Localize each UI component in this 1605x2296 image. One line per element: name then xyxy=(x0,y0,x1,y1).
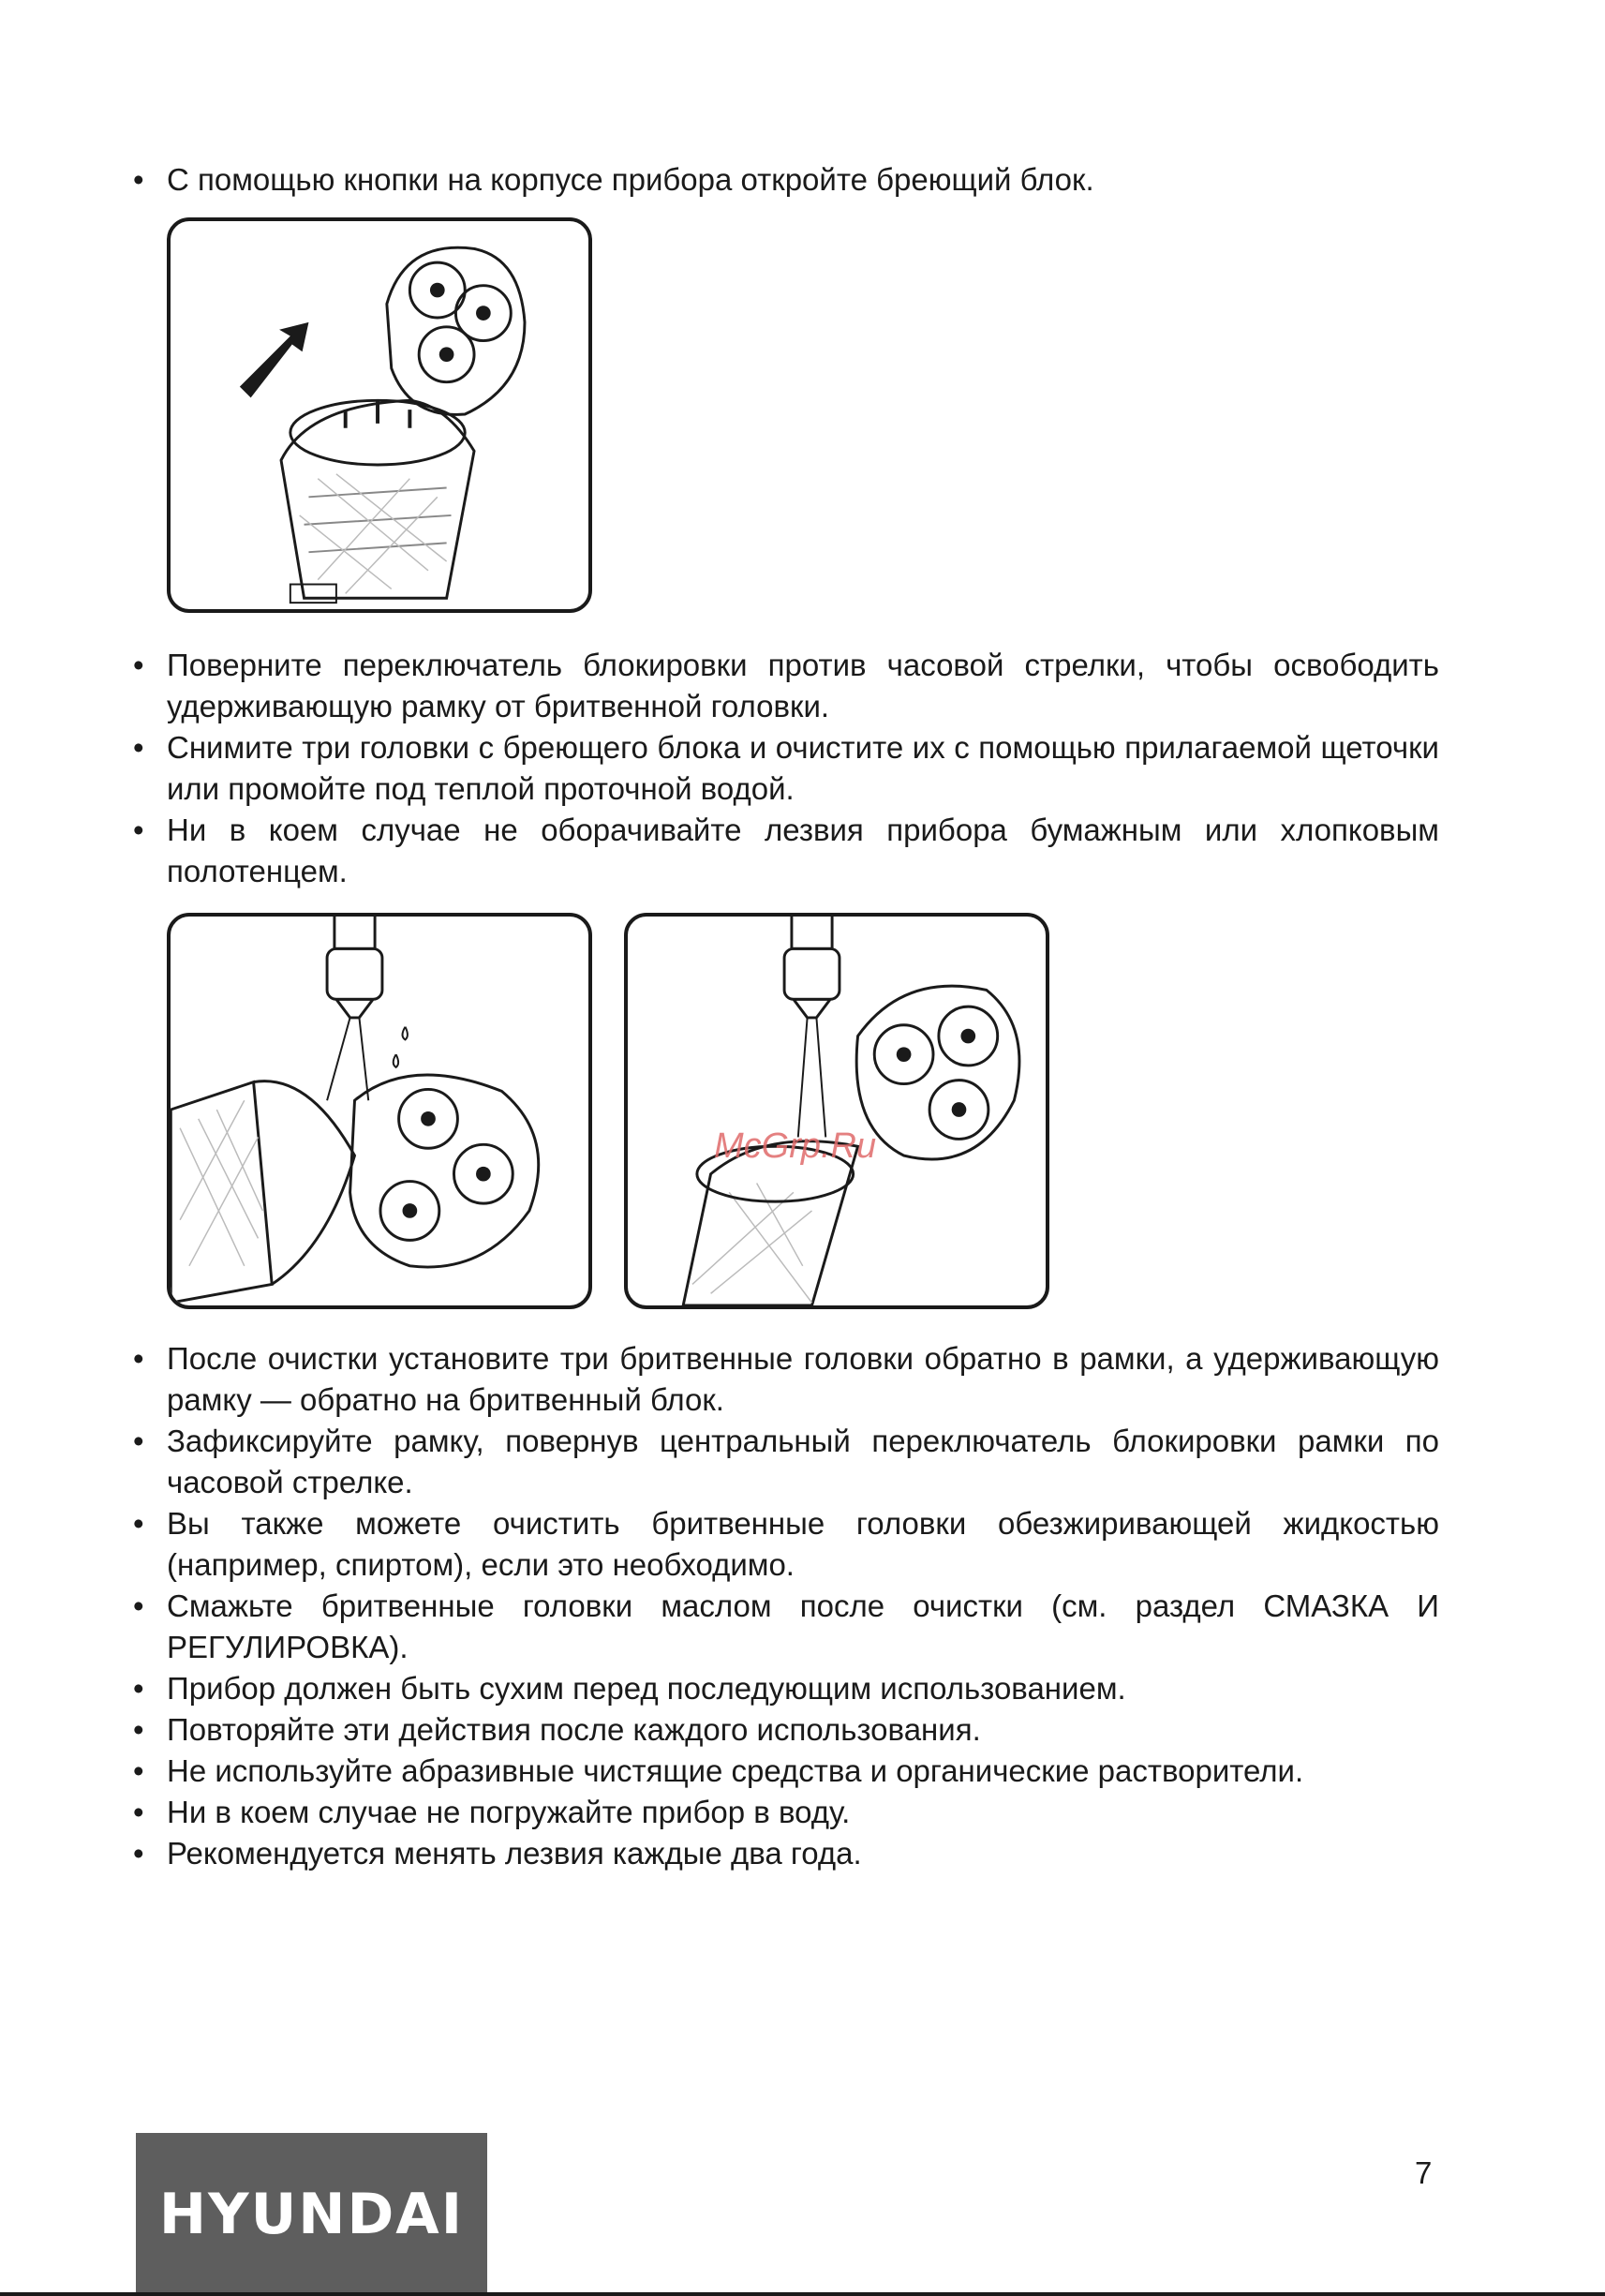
list-item: • Вы также можете очистить бритвенные головки обезжиривающей жидкостью (например, спиртом), если это необходимо. xyxy=(131,1503,1439,1586)
list-item: • Снимите три головки с бреющего блока и очистите их с помощью прилагаемой щеточки или промойте под теплой проточной водой. xyxy=(131,727,1439,810)
page-number: 7 xyxy=(1415,2155,1433,2190)
shaver-rinse-illustration xyxy=(628,917,1046,1305)
brand-logo xyxy=(136,2133,487,2296)
shaver-open-illustration xyxy=(171,221,588,609)
list-item: • Рекомендуется менять лезвия каждые два года. xyxy=(131,1833,1439,1874)
bullet-list-after-cleaning xyxy=(131,1338,1439,1874)
bullet-list-remove-heads xyxy=(131,645,1439,892)
list-item: • Смажьте бритвенные головки маслом после очистки (см. раздел СМАЗКА И РЕГУЛИРОВКА). xyxy=(131,1586,1439,1668)
list-item: • После очистки установите три бритвенные головки обратно в рамки, а удерживающую рамку — обратно на бритвенный блок. xyxy=(131,1338,1439,1421)
list-item: • Ни в коем случае не погружайте прибор в воду. xyxy=(131,1792,1439,1833)
bullet-list-open-block xyxy=(131,159,1439,201)
list-item: • Не используйте абразивные чистящие средства и органические растворители. xyxy=(131,1751,1439,1792)
bottom-divider xyxy=(0,2292,1605,2296)
list-item: • Повторяйте эти действия после каждого использования. xyxy=(131,1709,1439,1751)
list-item: • Прибор должен быть сухим перед последующим использованием. xyxy=(131,1668,1439,1709)
list-item: • Ни в коем случае не оборачивайте лезвия прибора бумажным или хлопковым полотенцем. xyxy=(131,810,1439,892)
list-item: • Поверните переключатель блокировки против часовой стрелки, чтобы освободить удерживающую рамку от бритвенной головки. xyxy=(131,645,1439,727)
brand-logo-text: HYUNDAI xyxy=(158,2182,465,2247)
illustration-open-shaving-block xyxy=(167,217,592,613)
illustration-rinse-block-right xyxy=(624,913,1049,1309)
watermark-text: McGrp.Ru xyxy=(714,1126,877,1166)
arrow-icon xyxy=(240,322,309,397)
shaver-rinse-illustration xyxy=(171,917,588,1305)
list-item: • С помощью кнопки на корпусе прибора откройте бреющий блок. xyxy=(131,159,1439,201)
list-item: • Зафиксируйте рамку, повернув центральный переключатель блокировки рамки по часовой стрелке. xyxy=(131,1421,1439,1503)
illustration-rinse-block-left xyxy=(167,913,592,1309)
